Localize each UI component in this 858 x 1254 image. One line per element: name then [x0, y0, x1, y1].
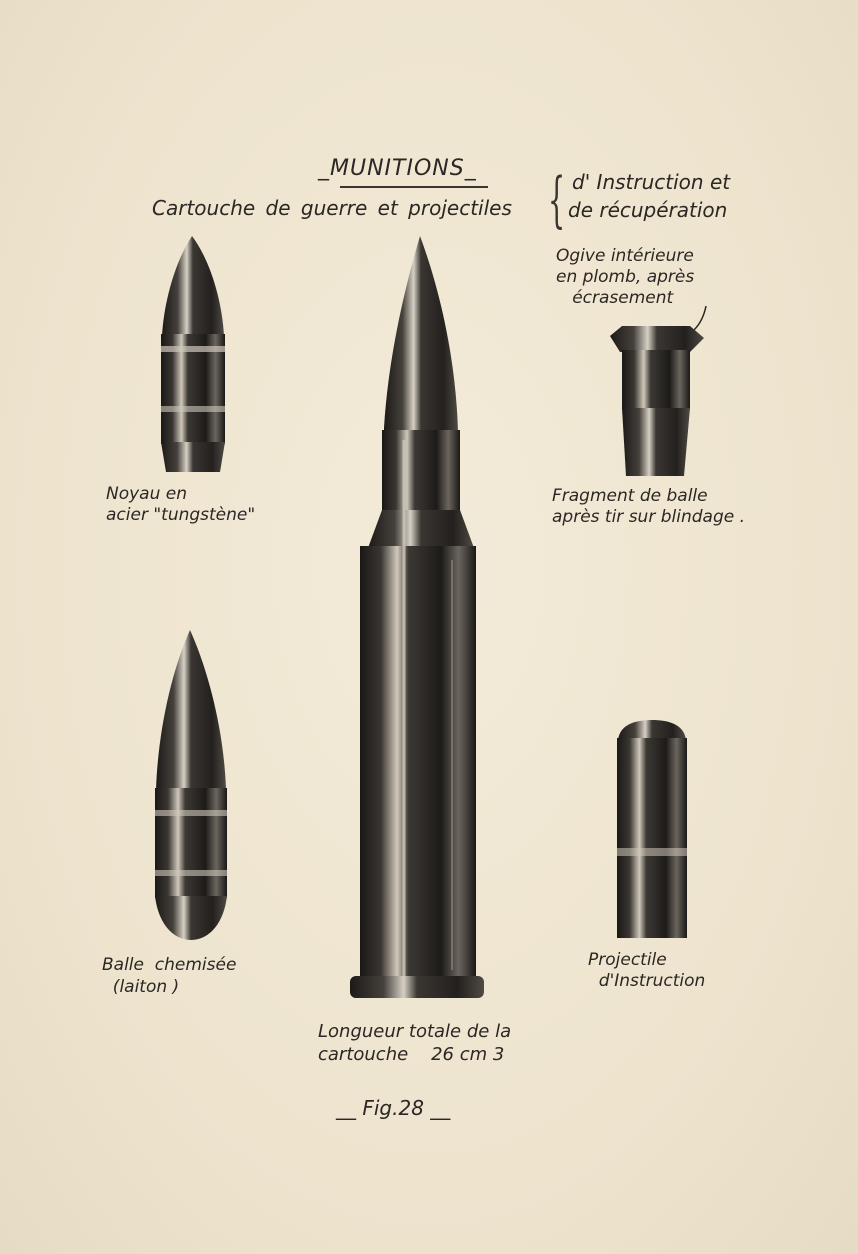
page-title: _MUNITIONS_	[318, 156, 477, 181]
curly-brace-icon: {	[548, 165, 566, 235]
tungsten-core-label: Noyau en acier "tungstène"	[106, 484, 256, 525]
bullet-fragment-label: Fragment de balle après tir sur blindage .	[552, 486, 746, 527]
jacketed-bullet-label: Balle chemisée (laiton )	[102, 955, 237, 997]
cartridge-drawing	[350, 236, 484, 998]
page-subtitle: Cartouche de guerre et projectiles	[152, 196, 512, 220]
jacketed-bullet-drawing	[155, 630, 227, 940]
instruction-heading-line2: de récupération	[568, 198, 728, 222]
figure-caption: __ Fig.28 __	[336, 1096, 451, 1120]
ogive-label: Ogive intérieure en plomb, après écrasement	[556, 246, 695, 308]
cartridge-length-label: Longueur totale de la cartouche 26 cm 3	[318, 1021, 512, 1065]
training-projectile-drawing	[617, 720, 687, 938]
tungsten-core-drawing	[161, 236, 225, 472]
training-projectile-label: Projectile d'Instruction	[588, 950, 706, 991]
bullet-fragment-drawing	[610, 306, 706, 476]
instruction-heading-line1: d' Instruction et	[572, 170, 731, 194]
